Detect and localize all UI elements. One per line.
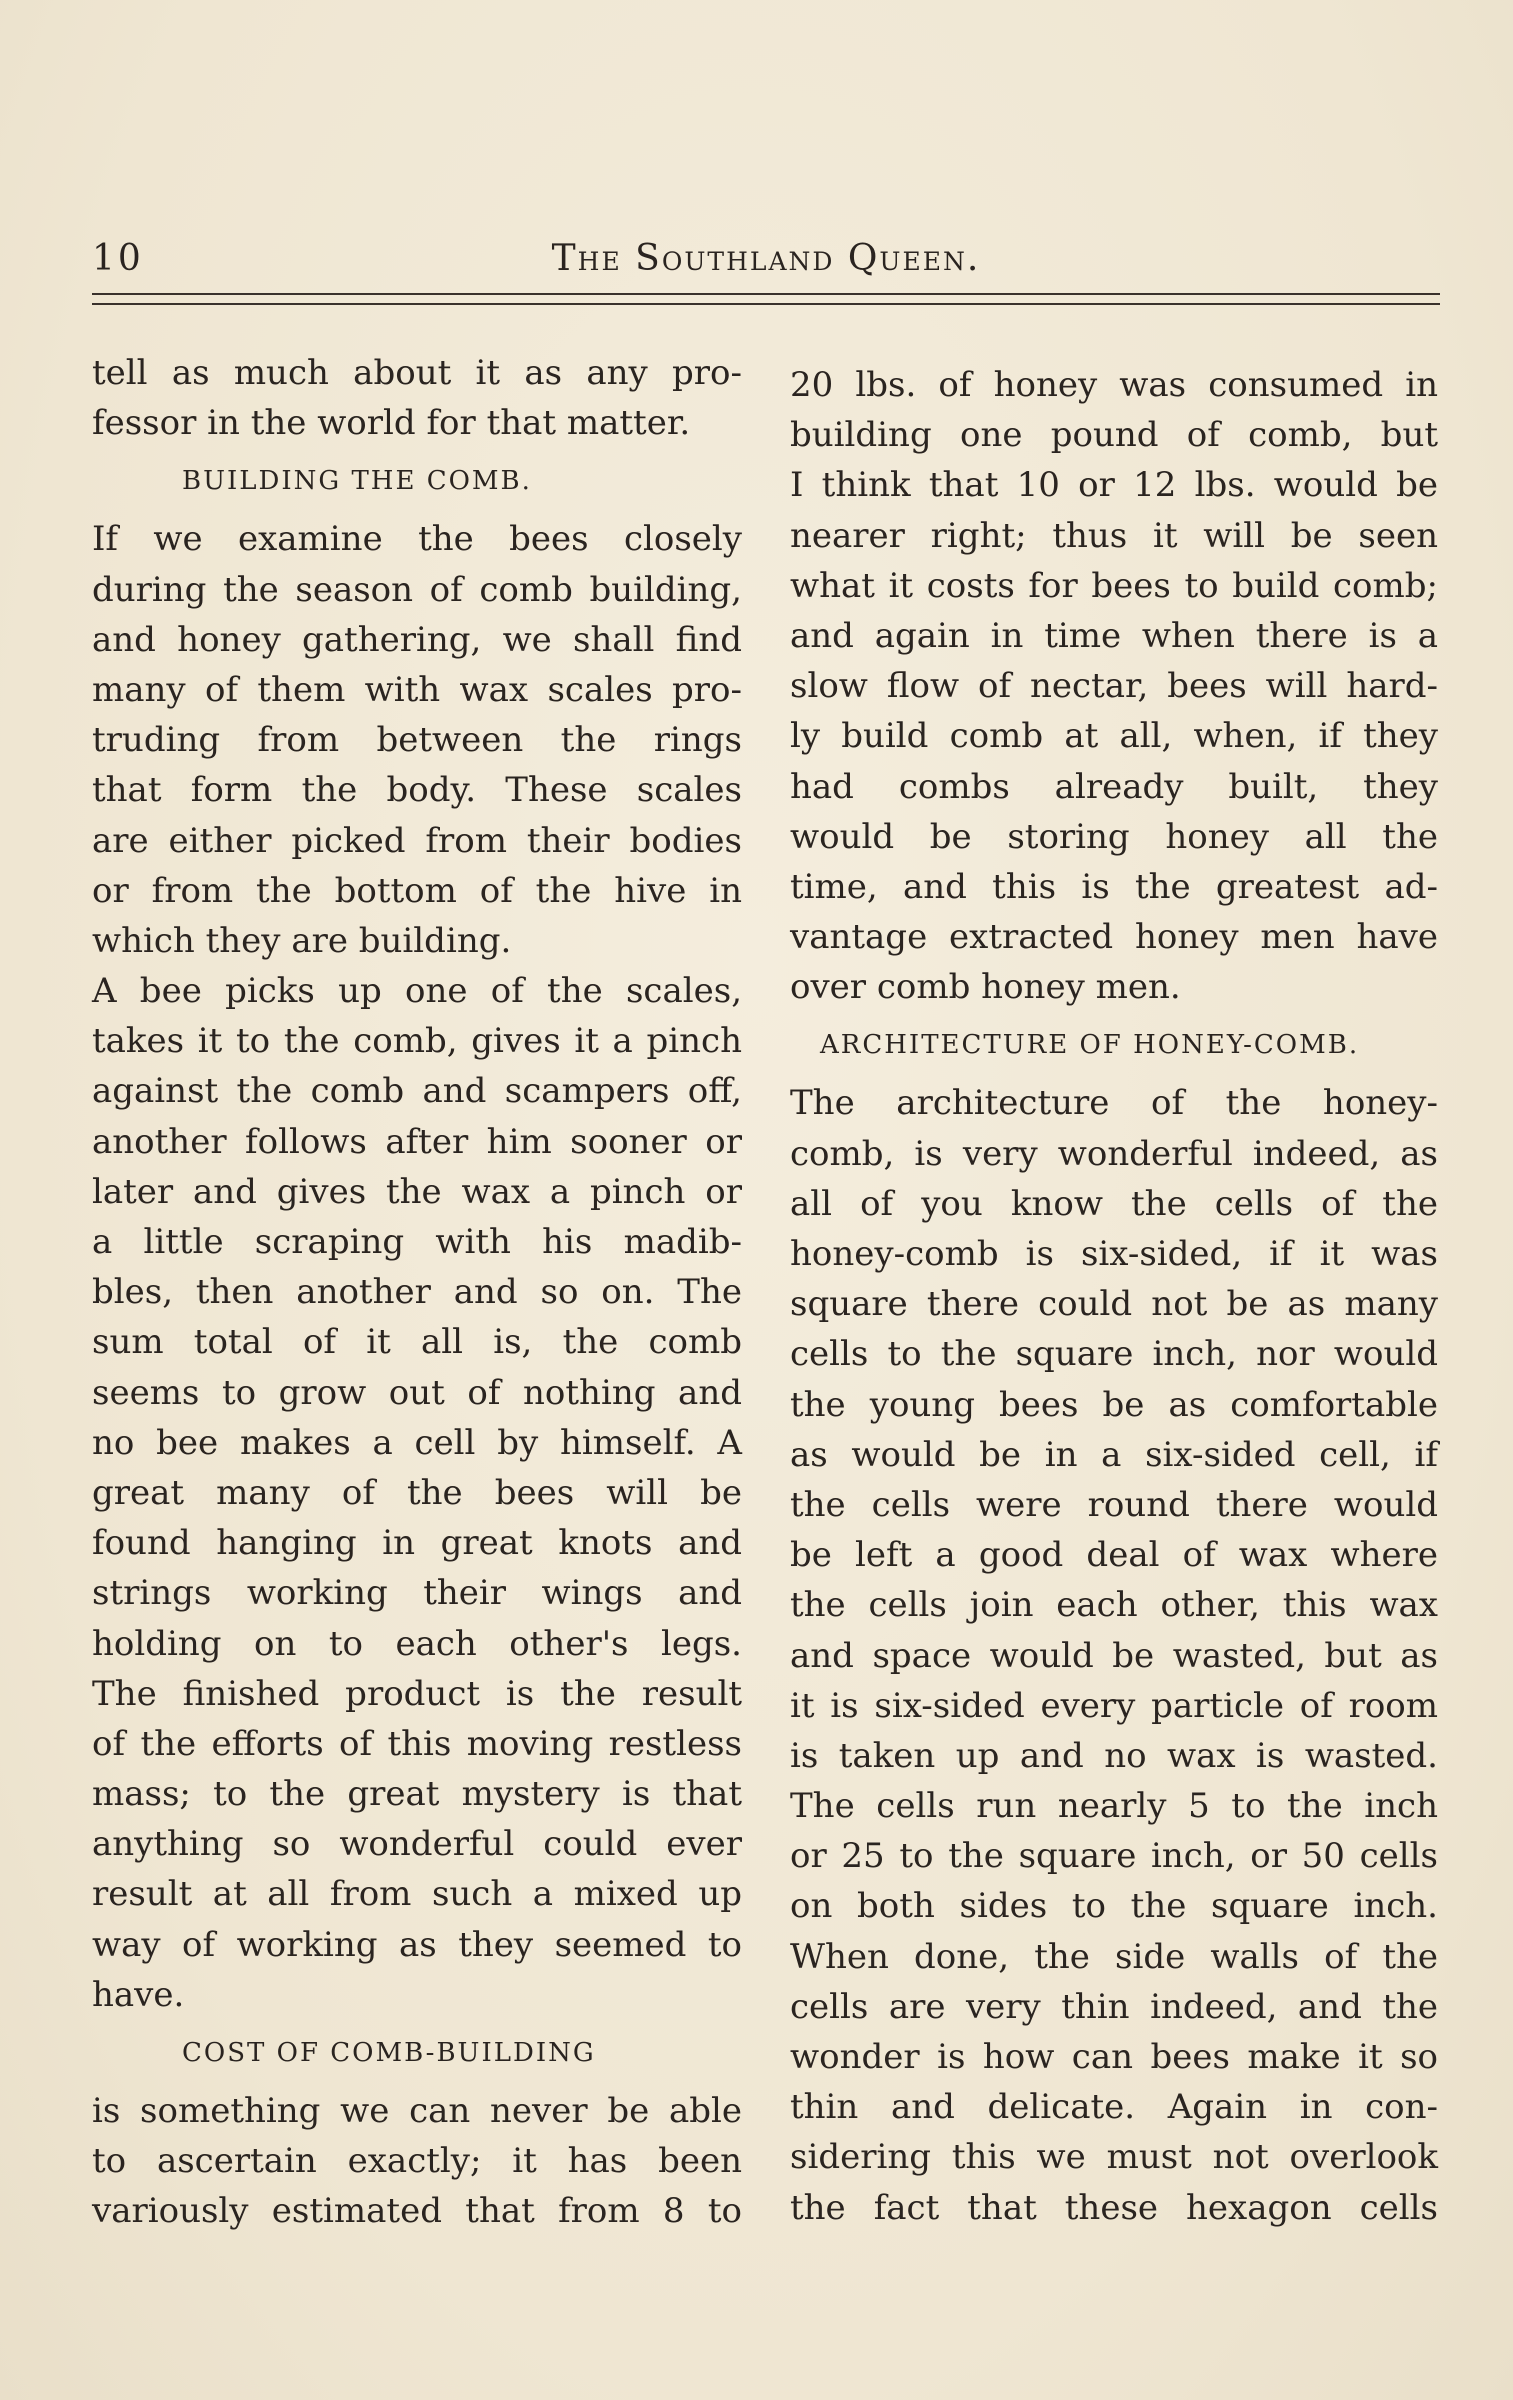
- text-line: The cells run nearly 5 to the inch: [790, 1786, 1438, 1827]
- text-line: way of working as they seemed to: [92, 1924, 742, 1965]
- text-line: The architecture of the honey-: [790, 1083, 1438, 1124]
- text-line: and space would be wasted, but as: [790, 1635, 1438, 1676]
- text-line: sidering this we must not overlook: [790, 2137, 1438, 2178]
- text-line: sum total of it all is, the comb: [92, 1322, 742, 1363]
- header-rule-bottom: [92, 303, 1440, 305]
- text-line: strings working their wings and: [92, 1573, 742, 1614]
- text-line: comb, is very wonderful indeed, as: [790, 1133, 1438, 1174]
- text-line: the fact that these hexagon cells: [790, 2187, 1438, 2228]
- text-line: later and gives the wax a pinch or: [92, 1171, 742, 1212]
- text-line: many of them with wax scales pro-: [92, 669, 742, 710]
- text-line: on both sides to the square inch.: [790, 1886, 1438, 1927]
- text-line: 20 lbs. of honey was consumed in: [790, 365, 1438, 405]
- right-column: [790, 360, 1438, 2233]
- text-line: is taken up and no wax is wasted.: [790, 1735, 1438, 1776]
- text-line: or from the bottom of the hive in: [92, 870, 742, 911]
- text-line: or 25 to the square inch, or 50 cells: [790, 1836, 1438, 1877]
- text-line: and honey gathering, we shall find: [92, 619, 742, 660]
- text-line: building one pound of comb, but: [790, 415, 1438, 456]
- text-line: during the season of comb building,: [92, 569, 742, 610]
- text-line: anything so wonderful could ever: [92, 1824, 742, 1865]
- text-line: the cells join each other, this wax: [790, 1585, 1438, 1626]
- text-line: truding from between the rings: [92, 720, 742, 761]
- text-line: what it costs for bees to build comb;: [790, 565, 1438, 606]
- text-line: be left a good deal of wax where: [790, 1535, 1438, 1576]
- text-line: another follows after him sooner or: [92, 1121, 742, 1162]
- text-line: square there could not be as many: [790, 1284, 1438, 1325]
- section-heading: ARCHITECTURE OF HONEY-COMB.: [820, 1030, 1360, 1061]
- section-heading: BUILDING THE COMB.: [182, 466, 532, 497]
- text-line: all of you know the cells of the: [790, 1183, 1438, 1224]
- text-line: fessor in the world for that matter.: [92, 403, 691, 444]
- text-line: over comb honey men.: [790, 967, 1181, 1008]
- text-line: against the comb and scampers off,: [92, 1071, 742, 1112]
- text-line: is something we can never be able: [92, 2091, 742, 2131]
- text-line: tell as much about it as any pro-: [92, 353, 742, 393]
- text-line: of the efforts of this moving restless: [92, 1723, 742, 1764]
- text-line: have.: [92, 1974, 185, 2015]
- text-line: great many of the bees will be: [92, 1472, 742, 1513]
- text-line: slow flow of nectar, bees will hard-: [790, 666, 1438, 707]
- text-line: the young bees be as comfortable: [790, 1384, 1438, 1425]
- text-line: are either picked from their bodies: [92, 820, 742, 861]
- text-line: wonder is how can bees make it so: [790, 2037, 1438, 2077]
- page-number: 10: [92, 238, 144, 279]
- text-line: cells are very thin indeed, and the: [790, 1986, 1438, 2027]
- text-line: takes it to the comb, gives it a pinch: [92, 1021, 742, 1062]
- text-line: no bee makes a cell by himself. A: [92, 1422, 742, 1463]
- text-line: ly build comb at all, when, if they: [790, 716, 1438, 757]
- text-line: thin and delicate. Again in con-: [790, 2087, 1438, 2128]
- text-line: cells to the square inch, nor would: [790, 1334, 1438, 1375]
- text-line: to ascertain exactly; it has been: [92, 2141, 742, 2182]
- text-line: honey-comb is six-sided, if it was: [790, 1234, 1438, 1274]
- text-line: holding on to each other's legs.: [92, 1623, 742, 1664]
- left-column: [92, 348, 742, 2237]
- text-line: and again in time when there is a: [790, 615, 1438, 656]
- text-line: the cells were round there would: [790, 1484, 1438, 1525]
- text-line: it is six-sided every particle of room: [790, 1685, 1438, 1726]
- text-line: had combs already built, they: [790, 766, 1438, 807]
- text-line: nearer right; thus it will be seen: [790, 515, 1438, 556]
- text-line: that form the body. These scales: [92, 770, 742, 811]
- text-line: result at all from such a mixed up: [92, 1874, 742, 1915]
- text-line: as would be in a six-sided cell, if: [790, 1434, 1438, 1475]
- text-line: time, and this is the greatest ad-: [790, 866, 1438, 907]
- text-line: a little scraping with his madib-: [92, 1222, 742, 1262]
- text-line: seems to grow out of nothing and: [92, 1372, 742, 1413]
- text-line: When done, the side walls of the: [790, 1936, 1438, 1977]
- text-line: A bee picks up one of the scales,: [92, 971, 742, 1012]
- text-line: variously estimated that from 8 to: [92, 2191, 742, 2232]
- text-line: bles, then another and so on. The: [92, 1272, 742, 1313]
- text-line: which they are building.: [92, 920, 512, 961]
- header-rule-top: [92, 293, 1440, 295]
- text-line: If we examine the bees closely: [92, 519, 742, 560]
- section-heading: COST OF COMB-BUILDING: [182, 2038, 596, 2068]
- running-title: The Southland Queen.: [551, 238, 981, 279]
- text-line: mass; to the great mystery is that: [92, 1774, 742, 1815]
- text-line: would be storing honey all the: [790, 816, 1438, 857]
- text-line: I think that 10 or 12 lbs. would be: [790, 465, 1438, 506]
- text-line: found hanging in great knots and: [92, 1523, 742, 1564]
- text-line: The finished product is the result: [92, 1673, 742, 1714]
- text-line: vantage extracted honey men have: [790, 917, 1438, 958]
- page-header: [92, 238, 1440, 288]
